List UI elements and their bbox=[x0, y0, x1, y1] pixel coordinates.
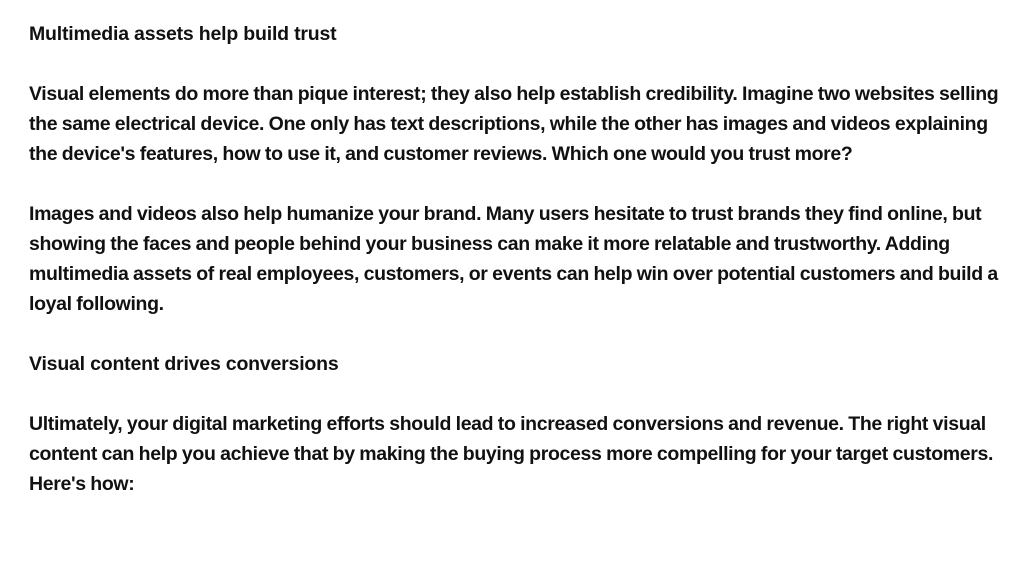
paragraph-humanize-brand: Images and videos also help humanize your brand. Many users hesitate to trust brands they find online, but showing the faces and people behind your business can make it more relatable and trustworthy. Adding multimedia assets of real employees, customers, or events can help win over potential customers and build a loyal following. bbox=[29, 203, 998, 315]
article-body bbox=[29, 19, 1004, 529]
section-heading-trust: Multimedia assets help build trust bbox=[29, 23, 337, 45]
section-heading-conversions: Visual content drives conversions bbox=[29, 353, 339, 375]
paragraph-credibility: Visual elements do more than pique interest; they also help establish credibility. Imagine two websites selling the same electrical device. One only has text descriptions, while the other has images and videos explaining the device's features, how to use it, and customer reviews. Which one would you trust more? bbox=[29, 83, 999, 165]
paragraph-conversions: Ultimately, your digital marketing efforts should lead to increased conversions and revenue. The right visual content can help you achieve that by making the buying process more compelling for your target customers. Here's how: bbox=[29, 413, 994, 495]
